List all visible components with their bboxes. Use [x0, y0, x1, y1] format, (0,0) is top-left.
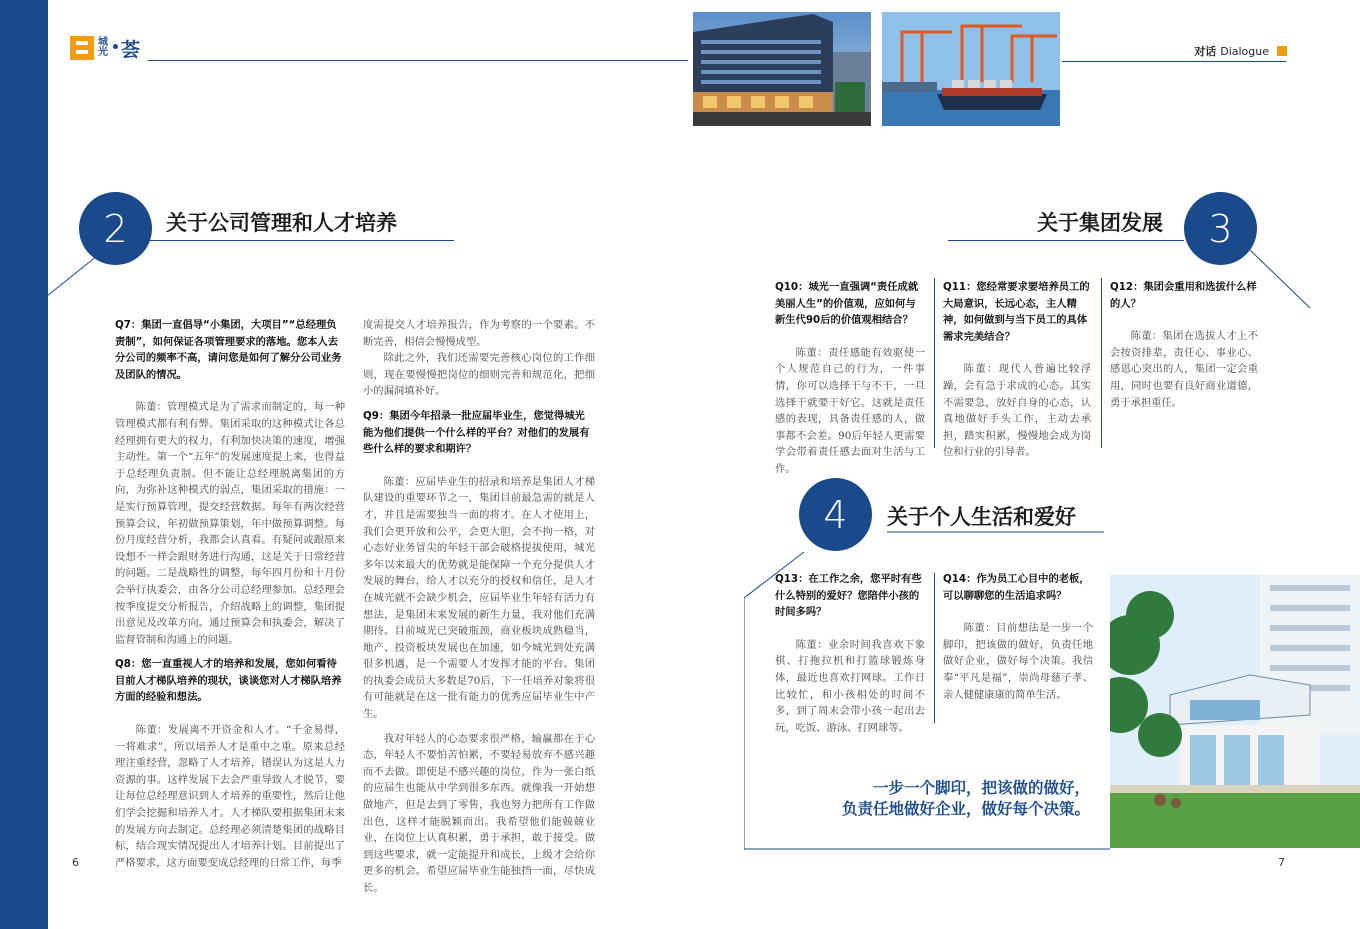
answer-q8: 陈董：发展离不开资金和人才。“千金易得，一将难求”，所以培养人才是重中之重。原来总经理注重经营，忽略了人才培养，错误认为这是人力资源的事。这样发展下去会严重导致人才脱节，要让每位总经理意识到人才培养的重要性，然后让他们学会挖掘和培养人才。人才梯队要根据集团未来的发展方向去制定。总经理必须清楚集团的战略目标，结合现实情况提出人才培养计划。目前提出了严格要求，这方面要变成总经理的日常工作，每季: [115, 724, 345, 869]
logo-dot: •: [111, 40, 120, 56]
header-rule-right: [1062, 61, 1286, 62]
pull-quote-line1: 一步一个脚印，把该做的做好，: [872, 779, 1090, 797]
question-q9: Q9：集团今年招录一批应届毕业生，您觉得城光能为他们提供一个什么样的平台？对他们的发展有些什么样的要求和期许？: [363, 409, 590, 456]
section2-title: 关于公司管理和人才培养: [166, 211, 397, 235]
answer-q8-continued: 度需提交人才培养报告，作为考察的一个要素。不断完善，相信会慢慢成型。: [363, 319, 595, 348]
answer-q7: 陈董：管理模式是为了需求而制定的，每一种管理模式都有利有弊。集团采取的这种模式让各总经理拥有更大的权力，有利加快决策的速度，增强主动性。第一个“五年”的发展速度提上来，也得益于总经理负责制。但不能让总经理脱离集团的方向，为弥补这种模式的弱点，集团采取的措施：一是实行预算管理，提交经营数据。每年有两次经营预算会议，年初做预算策划，年中做预算调整。每份月度经营分析，我都会认真看。有疑问或跟原来设想不一样会跟财务进行沟通，这是关于日常经营的问题。二是战略性的调整，每年四月份和十月份会举行执委会，由各分公司总经理参加。总经理会按季度提交分析报告，介绍战略上的调整，集团提出意见及改革方向。通过预算会和执委会，解决了监督管制和沟通上的问题。: [115, 401, 345, 646]
section-label-en: Dialogue: [1220, 44, 1269, 58]
header-rule-left: [148, 60, 688, 61]
pull-quote: [800, 778, 1090, 820]
page-number-left: 6: [72, 856, 79, 869]
question-q11: Q11：您经常要求要培养员工的大局意识，长远心态，主人精神，如何做到与当下员工的具体需求完美结合？: [943, 281, 1090, 343]
logo-small-text: 城光: [98, 37, 108, 58]
section2-underline: [150, 240, 454, 241]
answer-q12: 陈董：集团在选拔人才上不会按资排辈，责任心、事业心、感恩心突出的人，集团一定会重用，同时也要有良好商业道德，勇于承担重任。: [1110, 330, 1258, 409]
question-q8: Q8：您一直重视人才的培养和发展，您如何看待目前人才梯队培养的现状，谈谈您对人才梯队培养方面的经验和想法。: [115, 658, 342, 704]
answer-q9-paragraph2: 我对年轻人的心态要求很严格，输赢都在于心态，年轻人不要怕苦怕累，不要轻易放弃不感兴趣而不去做。即使是不感兴趣的岗位，作为一张白纸的应届生也能从中学到很多东西。就像我一开始想做地产，但是去到了零售，我也努力把所有工作做出色，这样才能脱颖而出。我希望他们能兢兢业业，在岗位上认真积累，勇于承担，敢于接受。做到这些要求，就一定能提升和成长，上级才会给你更多的机会。希望应届毕业生能独挡一面，尽快成长。: [363, 732, 595, 894]
section-label-cn: 对话: [1194, 45, 1217, 58]
answer-q10: 陈董：责任感能有效驱使一个人规范自己的行为，一件事情，你可以选择干与不干，一旦选择干就要干好它。这就是责任感的表现，具备责任感的人，做事都不会差。90后年轻人更需要学会带着责任感去面对生活与工作。: [775, 346, 925, 475]
column-q10: [775, 279, 925, 478]
question-q10: Q10：城光一直强调“责任成就美丽人生”的价值观，应如何与新生代90后的价值观相结合？: [775, 281, 919, 327]
answer-q8-paragraph2: 除此之外，我们还需要完善核心岗位的工作细则，现在要慢慢把岗位的细则完善和规范化，把细小的漏洞填补好。: [363, 352, 595, 398]
section3-number-badge: 3: [1184, 192, 1257, 265]
pull-quote-line2: 负责任地做好企业，做好每个决策。: [841, 800, 1090, 818]
question-q13: Q13：在工作之余，您平时有些什么特别的爱好？您陪伴小孩的时间多吗？: [775, 573, 922, 619]
building-photo: [693, 12, 871, 126]
question-q14: Q14：作为员工心目中的老板，可以聊聊您的生活追求吗？: [943, 573, 1090, 602]
section4-number-badge: 4: [799, 478, 872, 551]
left-spine-bar: [0, 0, 48, 929]
logo-big-text: 荟: [120, 38, 140, 61]
column-1: [115, 317, 345, 871]
column-2: [363, 317, 595, 897]
question-q12: Q12：集团会重用和选拔什么样的人？: [1110, 281, 1257, 310]
section4-title: 关于个人生活和爱好: [887, 505, 1076, 529]
magazine-logo: [70, 35, 140, 61]
column-q13: [775, 571, 925, 736]
resort-photo: [1110, 575, 1360, 848]
page-number-right: 7: [1278, 856, 1285, 869]
answer-q9: 陈董：应届毕业生的招录和培养是集团人才梯队建设的重要环节之一，集团目前最急需的就是人才，并且是需要独当一面的将才。在人才使用上，我们会更开放和公平，会更大胆，会不拘一格，对心态好业务冒尖的年轻干部会破格提拔使用，城光多年以来最大的优势就是能保障一个充分提供人才发展的舞台，给人才以充分的授权和信任，是人才在城光就不会缺少机会，应届毕业生年轻有活力有想法，是集团未来发展的新生力量，我对他们充满期待。目前城光已突破瓶颈，商业板块成熟稳当，地产、投资板块发展也在加速，如今城光到处充满很多机遇，是一个需要人才发挥才能的平台。集团的执委会成员大多数是70后，下一任培养对象将很有可能就是在这一批有能力的优秀应届毕业生中产生。: [363, 475, 595, 721]
question-q7: Q7：集团一直倡导“小集团，大项目”“总经理负责制”，如何保证各项管理要求的落地。您本人去分公司的频率不高，请问您是如何了解分公司业务及团队的情况。: [115, 319, 342, 381]
logo-mark-icon: [70, 36, 94, 60]
section3-title: 关于集团发展: [1037, 211, 1163, 235]
section2-number-badge: 2: [79, 192, 152, 265]
column-divider-2: [1101, 278, 1102, 448]
answer-q11: 陈董：现代人普遍比较浮躁，会有急于求成的心态。其实不需要急，放好自身的心态，认真地做好手头工作，主动去承担，踏实积累，慢慢地会成为岗位和行业的引导者。: [943, 363, 1091, 459]
section3-underline: [948, 240, 1184, 241]
column-q12: [1110, 279, 1258, 411]
column-divider-3: [934, 573, 935, 723]
answer-q14: 陈董：目前想法是一步一个脚印，把该做的做好，负责任地做好企业，做好每个决策。我信奉“平凡是福”，崇尚母慈子孝、亲人健健康康的简单生活。: [943, 622, 1093, 701]
harbor-photo: [882, 12, 1060, 126]
answer-q13: 陈董：业余时间我喜欢下象棋、打拖拉机和打篮球锻炼身体，最近也喜欢打网球。工作日比较忙，和小孩相处的时间不多，到了周末会带小孩一起出去玩，吃饭、游泳、打网球等。: [775, 638, 925, 734]
column-divider-1: [934, 278, 935, 448]
column-q14: [943, 571, 1093, 703]
section-square-icon: [1277, 46, 1287, 56]
section-label: [1194, 43, 1287, 59]
column-q11: [943, 279, 1091, 461]
